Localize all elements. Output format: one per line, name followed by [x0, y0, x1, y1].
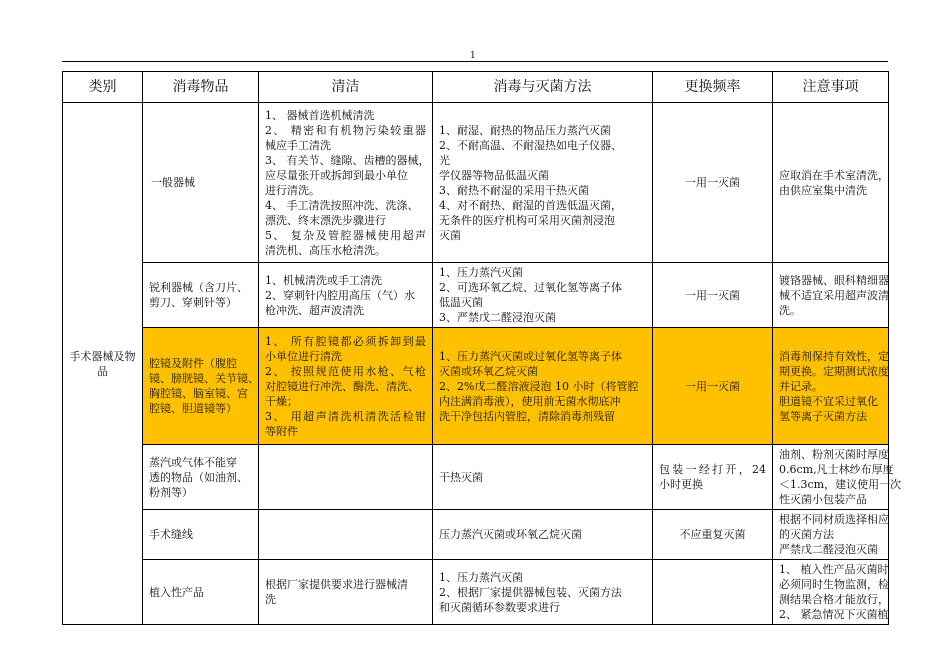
table-row	[63, 510, 889, 560]
frequency-cell	[653, 560, 773, 625]
frequency-cell: 不应重复灭菌	[653, 510, 773, 560]
cleaning-cell	[259, 510, 433, 560]
notes-cell: 根据不同材质选择相应 的灭菌方法 严禁戊二醛浸泡灭菌	[773, 510, 889, 560]
cleaning-cell	[259, 445, 433, 510]
method-cell: 1、压力蒸汽灭菌 2、根据厂家提供器械包装、灭菌方法 和灭菌循环参数要求进行	[433, 560, 653, 625]
frequency-cell: 一用一灭菌	[653, 328, 773, 445]
frequency-cell: 包装一经打开，24 小时更换	[653, 445, 773, 510]
table-row	[63, 560, 889, 625]
frequency-cell: 一用一灭菌	[653, 103, 773, 263]
item-cell: 锐利器械（含刀片、 剪刀、穿刺针等）	[143, 263, 259, 328]
header-category: 类别	[63, 72, 143, 103]
cleaning-cell: 1、机械清洗或手工清洗 2、穿刺针内腔用高压（气）水 枪冲洗、超声波清洗	[259, 263, 433, 328]
header-rule	[62, 61, 888, 62]
disinfection-table	[62, 71, 902, 625]
header-notes: 注意事项	[773, 72, 889, 103]
frequency-cell: 一用一灭菌	[653, 263, 773, 328]
item-cell: 腔镜及附件（腹腔 镜、膀胱镜、关节镜、 胸腔镜、脑室镜、宫 腔镜、胆道镜等）	[143, 328, 259, 445]
notes-cell: 油剂、粉剂灭菌时厚度 0.6cm,凡士林纱布厚度 ＜1.3cm，建议使用一次 性灭菌小包装产品	[773, 445, 889, 510]
method-cell: 压力蒸汽灭菌或环氧乙烷灭菌	[433, 510, 653, 560]
method-cell: 1、压力蒸汽灭菌或过氧化氢等离子体 灭菌或环氧乙烷灭菌 2、2%戊二醛溶液浸泡 10 小时（将管腔 内注满消毒液），使用前无菌水彻底冲 洗干净包括内管腔，清除消毒剂残留	[433, 328, 653, 445]
method-cell: 干热灭菌	[433, 445, 653, 510]
category-cell	[63, 103, 143, 625]
notes-cell: 消毒剂保持有效性，定 期更换。定期测试浓度 并记录。 胆道镜不宜采过氧化 氢等离子灭菌方法	[773, 328, 889, 445]
table-row	[63, 103, 889, 263]
item-cell: 手术缝线	[143, 510, 259, 560]
method-cell: 1、耐湿、耐热的物品压力蒸汽灭菌 2、不耐高温、不耐湿热如电子仪器、 光 学仪器等物品低温灭菌 3、耐热不耐湿的采用干热灭菌 4、对不耐热、耐湿的首选低温灭菌， 无条件的医疗机构可采用灭菌剂浸泡 灭菌	[433, 103, 653, 263]
table-row	[63, 445, 889, 510]
table-row	[63, 263, 889, 328]
header-cleaning: 清洁	[259, 72, 433, 103]
table-header-row	[63, 72, 889, 103]
item-cell: 植入性产品	[143, 560, 259, 625]
category-label: 手术器械及物品	[69, 349, 136, 378]
table-row-highlighted	[63, 328, 889, 445]
item-cell: 蒸汽或气体不能穿 透的物品（如油剂、 粉剂等）	[143, 445, 259, 510]
header-frequency: 更换频率	[653, 72, 773, 103]
notes-cell: 1、 植入性产品灭菌时 必须同时生物监测，检 测结果合格才能放行， 2、 紧急情况下灭菌植	[773, 560, 889, 625]
cleaning-cell: 1、 器械首选机械清洗 2、 精密和有机物污染较重器 械应手工清洗 3、 有关节、缝隙、齿槽的器械， 应尽量张开或拆卸到最小单位 进行清洗。 4、 手工清洗按照冲洗、洗涤、 漂洗、终末漂洗步骤进行 5、 复杂及管腔器械使用超声 清洗机、高压水枪清洗。	[259, 103, 433, 263]
notes-cell: 应取消在手术室清洗， 由供应室集中清洗	[773, 103, 889, 263]
method-cell: 1、压力蒸汽灭菌 2、可选环氧乙烷、过氧化氢等离子体 低温灭菌 3、严禁戊二醛浸泡灭菌	[433, 263, 653, 328]
cleaning-cell: 根据厂家提供要求进行器械清 洗	[259, 560, 433, 625]
header-method: 消毒与灭菌方法	[433, 72, 653, 103]
cleaning-cell: 1、 所有腔镜都必须拆卸到最 小单位进行清洗 2、 按照规范使用水枪、气枪 对腔镜进行冲洗、酶洗、清洗、 干燥； 3、 用超声清洗机清洗活检钳 等附件	[259, 328, 433, 445]
page-number: 1	[470, 51, 476, 61]
notes-cell: 镀铬器械、眼科精细器 械不适宜采用超声波清 洗。	[773, 263, 889, 328]
item-cell: 一般器械	[143, 103, 259, 263]
header-item: 消毒物品	[143, 72, 259, 103]
